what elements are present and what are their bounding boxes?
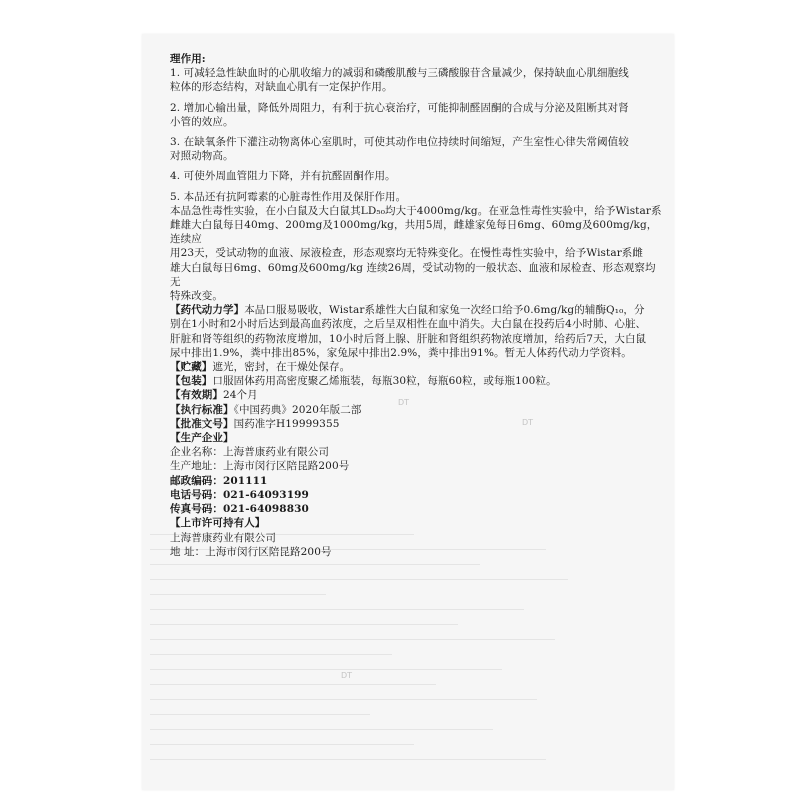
pharmacokinetics-line-1 xyxy=(170,303,665,317)
show-through-lines xyxy=(150,520,590,780)
manufacturer-name: 企业名称：上海普康药业有限公司 xyxy=(170,446,329,459)
mah-name: 上海普康药业有限公司 xyxy=(170,531,276,544)
toxicity-line-3: 用23天，受试动物的血液、尿液检查，形态观察均无特殊变化。在慢性毒性实验中，给予Wistar系雌 xyxy=(170,247,644,260)
pharmacology-item-3-line-1: 3. 在缺氧条件下灌注动物离体心室肌时，可使其动作电位持续时间缩短，产生室性心律失常阈值较 xyxy=(170,136,629,149)
mah-address: 地 址：上海市闵行区陪昆路200号 xyxy=(170,545,332,558)
pharmacology-heading: 理作用: xyxy=(170,53,206,65)
pharmacology-item-3-line-2: 对照动物高。 xyxy=(170,150,234,163)
toxicity-line-1: 本品急性毒性实验，在小白鼠及大白鼠其LD₅₀均大于4000mg/kg。在亚急性毒性实验中，给予Wistar系 xyxy=(170,204,662,217)
toxicity-line-2: 雌雄大白鼠每日40mg、200mg及1000mg/kg，共用5周，雌雄家兔每日6mg、60mg及600mg/kg， 连续应 xyxy=(170,219,658,246)
approval-value: 国药准字H19999355 xyxy=(233,417,340,430)
approval-row xyxy=(170,417,665,431)
toxicity-line-5: 特殊改变。 xyxy=(170,290,223,303)
watermark-dt-2: DT xyxy=(522,418,534,427)
manufacturer-phone: 电话号码：021-64093199 xyxy=(170,488,309,501)
validity-value: 24个月 xyxy=(223,389,258,402)
package-label: 【包装】 xyxy=(170,375,213,388)
storage-row xyxy=(170,360,665,374)
standard-label: 【执行标准】 xyxy=(170,403,234,416)
manufacturer-address: 生产地址：上海市闵行区陪昆路200号 xyxy=(170,460,350,473)
package-row xyxy=(170,374,665,388)
pharmacokinetics-label: 【药代动力学】 xyxy=(170,304,245,317)
pharmacokinetics-line-4: 尿中排出1.9%，粪中排出85%，家兔尿中排出2.9%，粪中排出91%。暂无人体药代动力学资料。 xyxy=(170,346,632,359)
storage-label: 【贮藏】 xyxy=(170,361,213,374)
approval-label: 【批准文号】 xyxy=(170,417,234,430)
manufacturer-label: 【生产企业】 xyxy=(170,432,234,445)
manufacturer-postcode: 邮政编码：201111 xyxy=(170,474,268,487)
pharmacokinetics-text-1: 本品口服易吸收，Wistar系雄性大白鼠和家兔一次经口给予0.6mg/kg的辅酶Q₁₀，分 xyxy=(244,304,645,317)
toxicity-line-4: 雄大白鼠每日6mg、60mg及600mg/kg 连续26周，受试动物的一般状态、血液和尿检查、形态观察均无 xyxy=(170,261,656,288)
pharmacology-item-2-line-2: 小管的效应。 xyxy=(170,115,234,128)
pharmacology-item-4: 4. 可使外周血管阻力下降，并有抗醛固酮作用。 xyxy=(170,170,396,183)
pharmacology-item-5: 5. 本品还有抗阿霉素的心脏毒性作用及保肝作用。 xyxy=(170,190,407,203)
pharmacokinetics-line-2: 别在1小时和2小时后达到最高血药浓度，之后呈双相性在血中消失。大白鼠在投药后4小时肺、心脏、 xyxy=(170,318,647,331)
validity-row xyxy=(170,388,665,402)
manufacturer-fax: 传真号码：021-64098830 xyxy=(170,503,309,516)
pharmacology-item-2-line-1: 2. 增加心输出量，降低外周阻力，有利于抗心衰治疗，可能抑制醛固酮的合成与分泌及阻断其对肾 xyxy=(170,101,629,114)
validity-label: 【有效期】 xyxy=(170,389,223,402)
mah-label: 【上市许可持有人】 xyxy=(170,517,266,530)
pharmacology-item-1-line-2: 粒体的形态结构，对缺血心肌有一定保护作用。 xyxy=(170,81,393,94)
pharmacology-item-1-line-1: 1. 可减轻急性缺血时的心肌收缩力的减弱和磷酸肌酸与三磷酸腺苷含量减少，保持缺血心肌细胞线 xyxy=(170,67,629,80)
standard-value: 《中国药典》2020年版二部 xyxy=(233,403,362,416)
watermark-dt-1: DT xyxy=(398,398,410,407)
storage-value: 遮光，密封，在干燥处保存。 xyxy=(212,361,351,374)
standard-row xyxy=(170,403,665,417)
leaflet-text xyxy=(170,52,665,559)
pharmacokinetics-line-3: 肝脏和肾等组织的药物浓度增加，10小时后肾上腺、肝脏和肾组织药物浓度增加，给药后7天，大白鼠 xyxy=(170,332,647,345)
package-value: 口服固体药用高密度聚乙烯瓶装，每瓶30粒，每瓶60粒，或每瓶100粒。 xyxy=(212,375,557,388)
watermark-dt-3: DT xyxy=(341,671,353,680)
